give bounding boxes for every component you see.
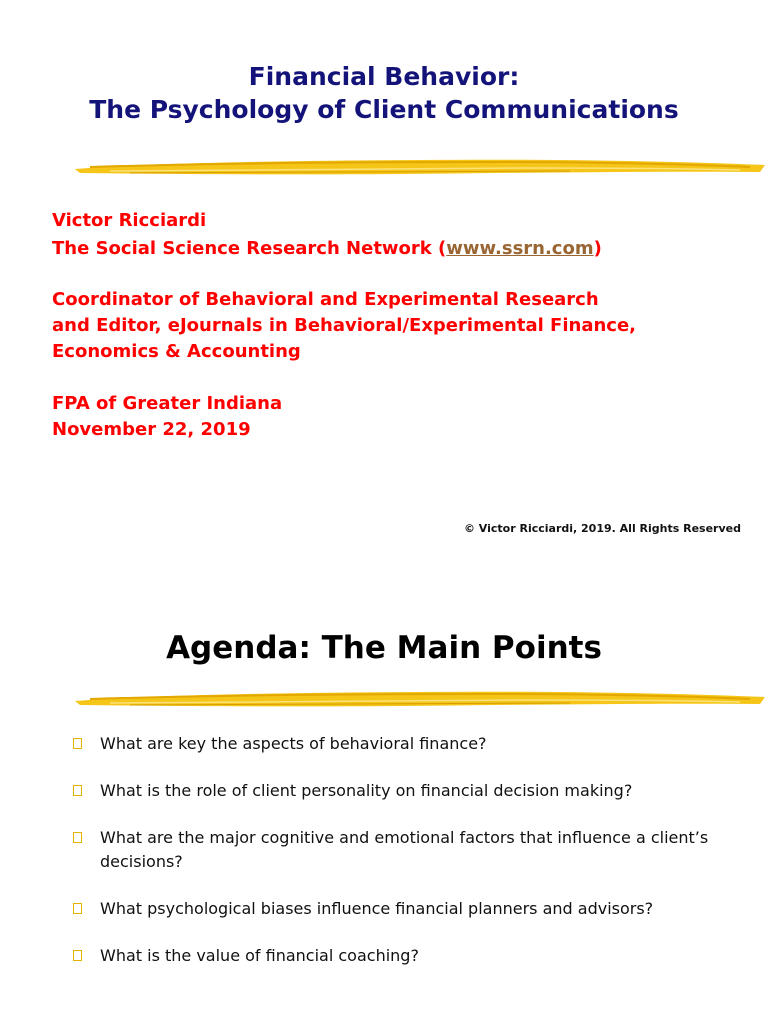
ssrn-link[interactable]: www.ssrn.com bbox=[446, 238, 594, 259]
event-date: November 22, 2019 bbox=[52, 419, 251, 440]
title-line-2: The Psychology of Client Communications bbox=[89, 95, 679, 124]
agenda-item bbox=[72, 732, 732, 756]
organization-line bbox=[52, 236, 602, 262]
square-bullet-icon bbox=[73, 832, 82, 843]
title-line-1: Financial Behavior: bbox=[248, 62, 520, 91]
agenda-item-text: What are the major cognitive and emotional factors that influence a client’s decisions? bbox=[100, 828, 709, 871]
agenda-item bbox=[72, 944, 732, 968]
role-line-2: and Editor, eJournals in Behavioral/Experimental Finance, bbox=[52, 315, 636, 336]
square-bullet-icon bbox=[73, 738, 82, 749]
organization-prefix: The Social Science Research Network ( bbox=[52, 238, 447, 259]
agenda-title: Agenda: The Main Points bbox=[166, 630, 602, 666]
agenda-slide bbox=[0, 580, 768, 1024]
organization-suffix: ) bbox=[593, 238, 602, 259]
copyright-notice: © Victor Ricciardi, 2019. All Rights Reserved bbox=[463, 522, 741, 535]
yellow-brush-divider bbox=[70, 152, 768, 182]
agenda-item-text: What is the value of financial coaching? bbox=[100, 946, 419, 965]
agenda-item bbox=[72, 779, 732, 803]
yellow-brush-divider bbox=[70, 684, 768, 714]
agenda-item-text: What are key the aspects of behavioral finance? bbox=[100, 734, 487, 753]
agenda-item-text: What is the role of client personality on financial decision making? bbox=[100, 781, 633, 800]
role-line-3: Economics & Accounting bbox=[52, 341, 301, 362]
slide-title bbox=[0, 60, 768, 126]
square-bullet-icon bbox=[73, 903, 82, 914]
square-bullet-icon bbox=[73, 950, 82, 961]
agenda-item-text: What psychological biases influence financial planners and advisors? bbox=[100, 899, 654, 918]
square-bullet-icon bbox=[73, 785, 82, 796]
agenda-item bbox=[72, 897, 732, 921]
author-name: Victor Ricciardi bbox=[52, 210, 207, 231]
role-line-1: Coordinator of Behavioral and Experimental Research bbox=[52, 289, 599, 310]
agenda-item bbox=[72, 826, 732, 874]
agenda-list bbox=[72, 732, 732, 991]
event-name: FPA of Greater Indiana bbox=[52, 393, 283, 414]
